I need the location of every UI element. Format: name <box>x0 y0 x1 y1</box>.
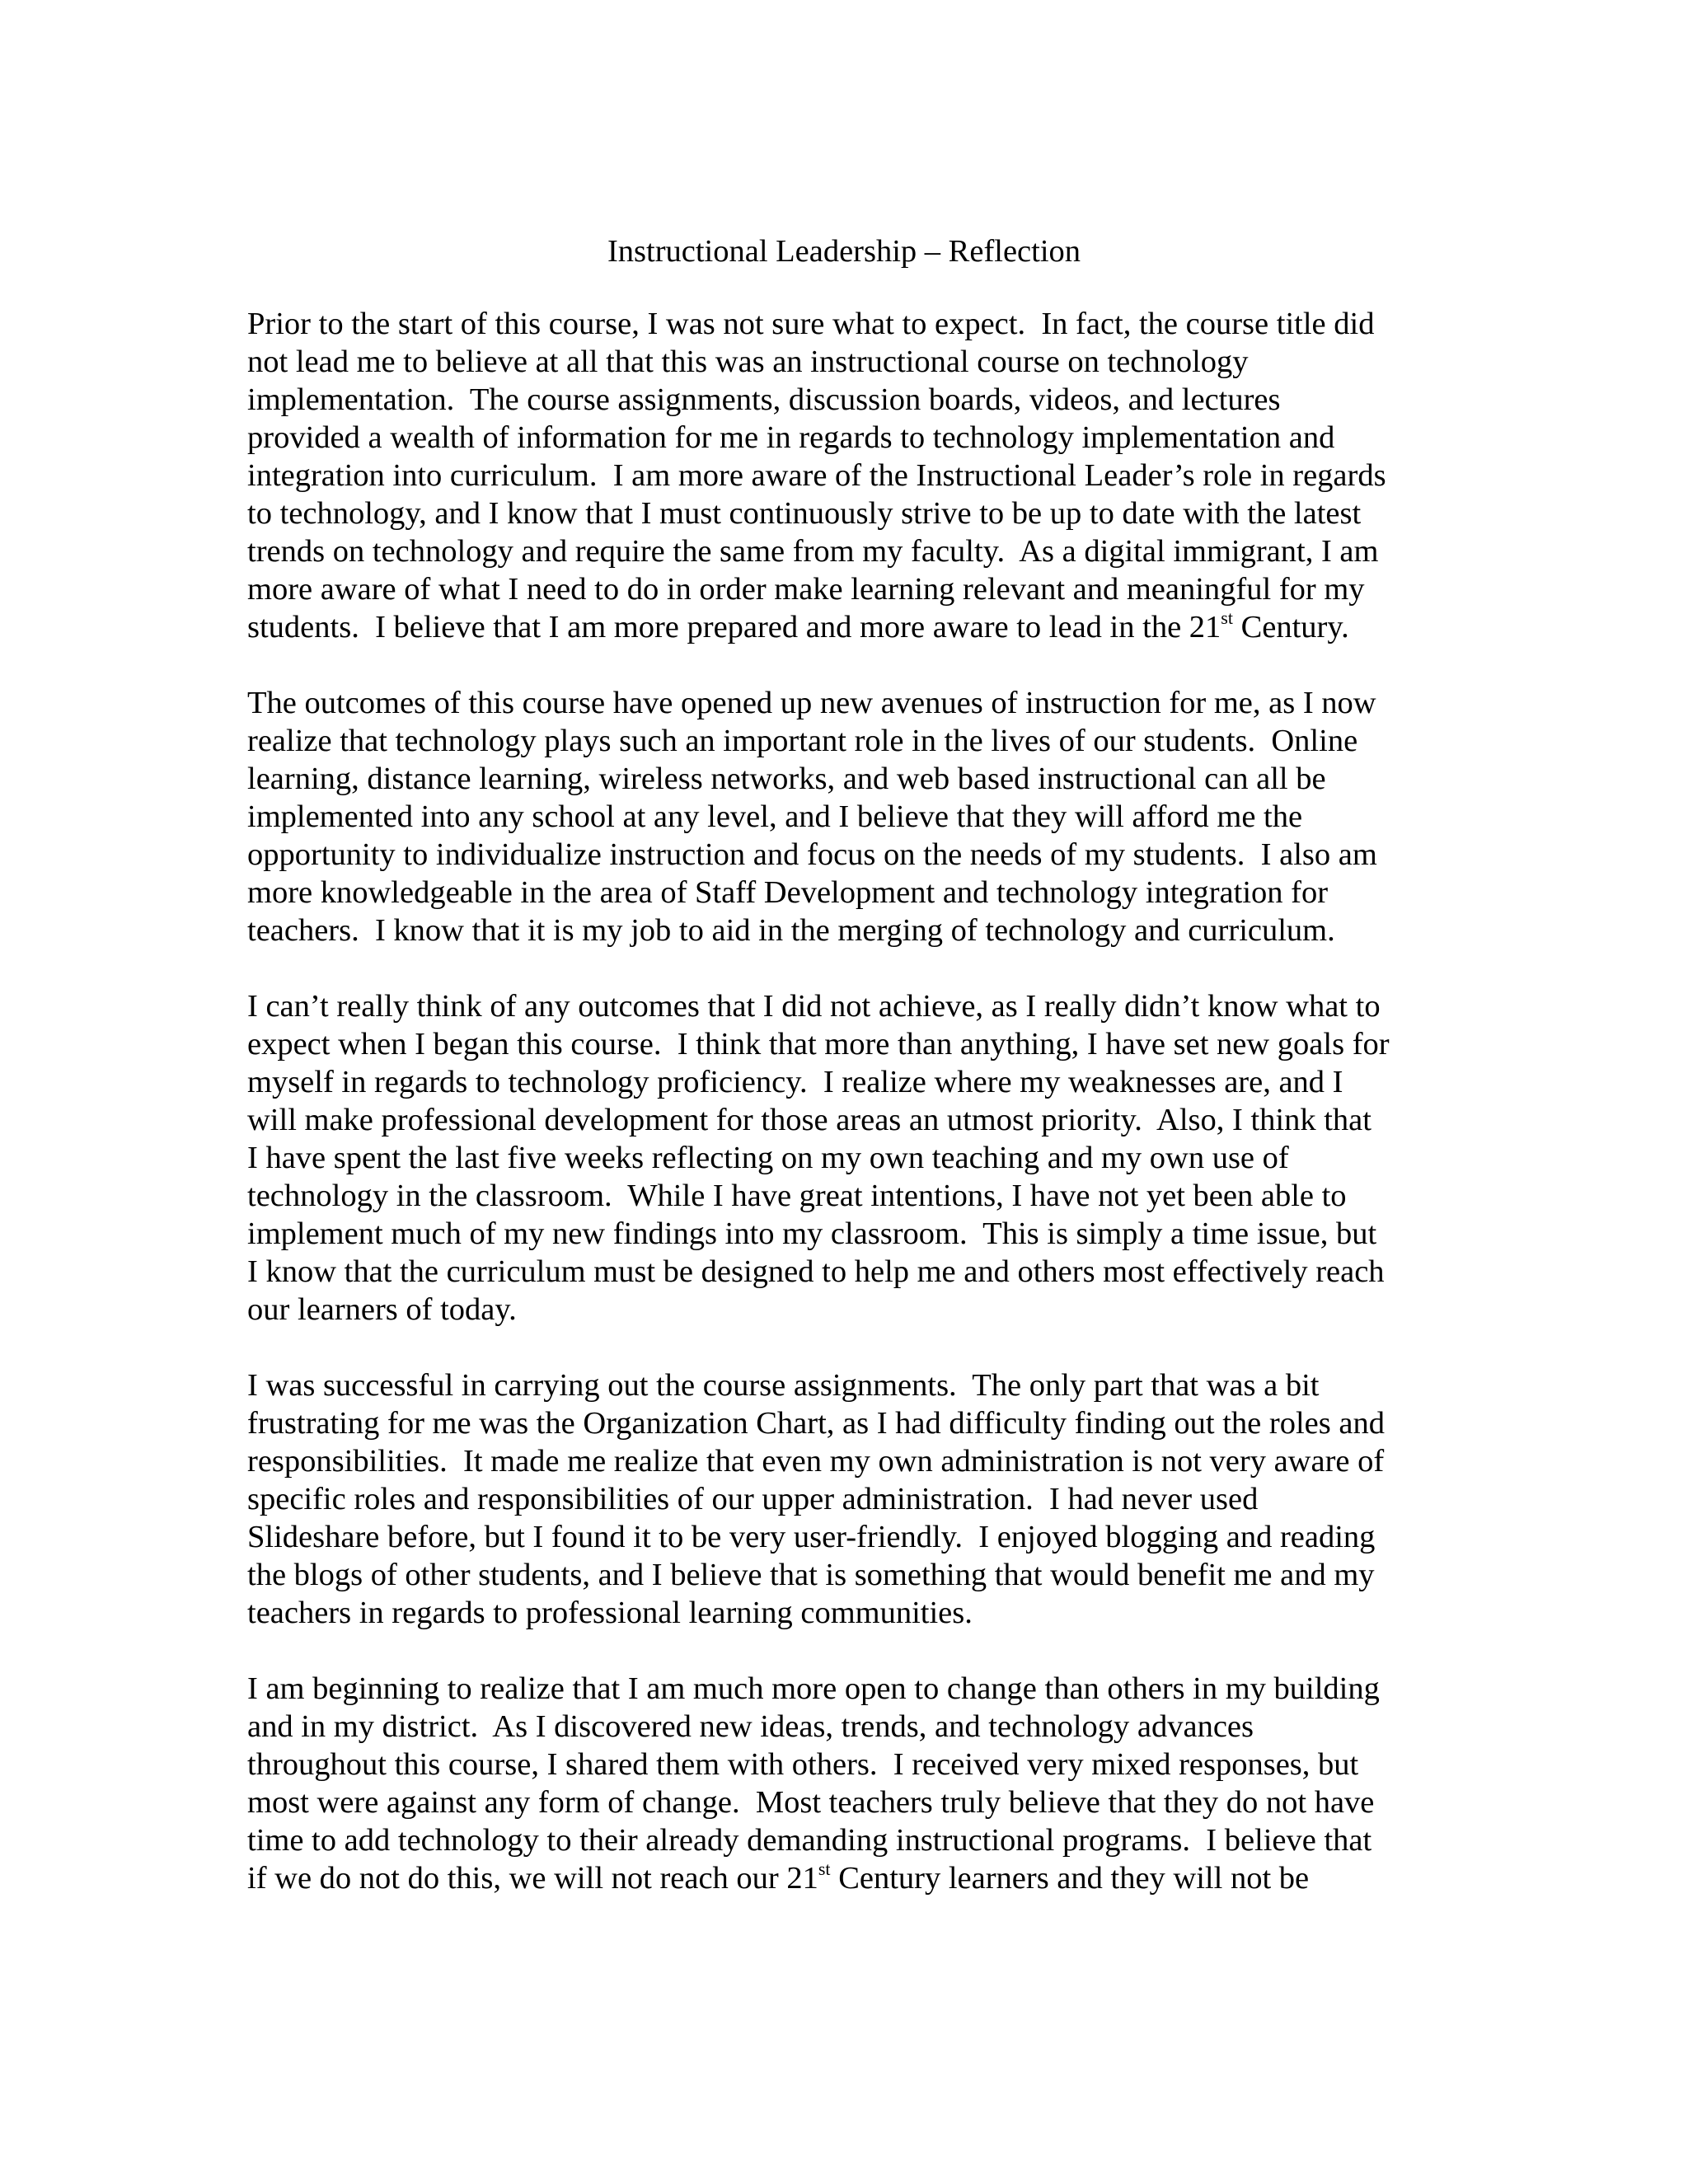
text-line: The outcomes of this course have opened up new avenues of instruction for me, as I now <box>247 686 1376 720</box>
text-line: throughout this course, I shared them with others. I received very mixed responses, but <box>247 1747 1359 1782</box>
text-line: Prior to the start of this course, I was not sure what to expect. In fact, the course title did <box>247 307 1375 341</box>
text-line: more aware of what I need to do in order make learning relevant and meaningful for my <box>247 572 1365 607</box>
text-line: learning, distance learning, wireless networks, and web based instructional can all be <box>247 762 1326 796</box>
text-line: our learners of today. <box>247 1292 517 1327</box>
text-line: teachers in regards to professional learning communities. <box>247 1596 973 1630</box>
text-line: teachers. I know that it is my job to aid in the merging of technology and curriculum. <box>247 913 1335 948</box>
text-line: and in my district. As I discovered new ideas, trends, and technology advances <box>247 1709 1254 1744</box>
text-line: I have spent the last five weeks reflecting on my own teaching and my own use of <box>247 1141 1289 1175</box>
text-line: time to add technology to their already demanding instructional programs. I believe that <box>247 1823 1372 1858</box>
text-line: will make professional development for those areas an utmost priority. Also, I think that <box>247 1103 1372 1137</box>
text-line: more knowledgeable in the area of Staff Development and technology integration for <box>247 875 1329 910</box>
text-line: provided a wealth of information for me in regards to technology implementation and <box>247 420 1335 455</box>
text-line: I know that the curriculum must be designed to help me and others most effectively reach <box>247 1254 1385 1289</box>
text-line: responsibilities. It made me realize that even my own administration is not very aware of <box>247 1444 1385 1479</box>
paragraph-4 <box>247 1366 1442 1632</box>
text-line: I was successful in carrying out the course assignments. The only part that was a bit <box>247 1368 1320 1403</box>
line-text-before: if we do not do this, we will not reach our 21 <box>247 1861 818 1896</box>
paragraph-3 <box>247 987 1442 1329</box>
text-line: implementation. The course assignments, discussion boards, videos, and lectures <box>247 382 1281 417</box>
text-line: not lead me to believe at all that this was an instructional course on technology <box>247 344 1249 379</box>
line-text-before: students. I believe that I am more prepared and more aware to lead in the 21 <box>247 610 1221 644</box>
paragraph-5 <box>247 1670 1442 1897</box>
document-body <box>247 305 1442 1935</box>
text-line: Slideshare before, but I found it to be very user-friendly. I enjoyed blogging and reading <box>247 1520 1376 1554</box>
paragraph-1 <box>247 305 1442 646</box>
text-line: trends on technology and require the same from my faculty. As a digital immigrant, I am <box>247 534 1379 569</box>
text-line: opportunity to individualize instruction and focus on the needs of my students. I also am <box>247 837 1377 872</box>
text-line: myself in regards to technology proficiency. I realize where my weaknesses are, and I <box>247 1065 1343 1099</box>
document-title: Instructional Leadership – Reflection <box>607 234 1081 269</box>
text-line: to technology, and I know that I must continuously strive to be up to date with the latest <box>247 496 1362 531</box>
text-line: implemented into any school at any level, and I believe that they will afford me the <box>247 799 1303 834</box>
text-line: most were against any form of change. Most teachers truly believe that they do not have <box>247 1785 1375 1820</box>
text-line: implement much of my new findings into my classroom. This is simply a time issue, but <box>247 1216 1377 1251</box>
text-line: expect when I began this course. I think that more than anything, I have set new goals for <box>247 1027 1390 1062</box>
line-text-after: Century. <box>1232 610 1349 644</box>
text-line: integration into curriculum. I am more aware of the Instructional Leader’s role in regards <box>247 458 1386 493</box>
text-line: I can’t really think of any outcomes that I did not achieve, as I really didn’t know what to <box>247 989 1381 1024</box>
ordinal-superscript: st <box>1221 607 1233 629</box>
paragraph-2 <box>247 684 1442 949</box>
text-line: I am beginning to realize that I am much more open to change than others in my building <box>247 1671 1380 1706</box>
ordinal-superscript: st <box>818 1858 831 1880</box>
text-line: frustrating for me was the Organization Chart, as I had difficulty finding out the roles and <box>247 1406 1385 1441</box>
line-text-after: Century learners and they will not be <box>830 1861 1310 1896</box>
text-line: the blogs of other students, and I believe that is something that would benefit me and my <box>247 1558 1375 1592</box>
text-line-with-superscript <box>247 1859 1442 1897</box>
text-line: realize that technology plays such an important role in the lives of our students. Online <box>247 724 1358 758</box>
text-line-with-superscript <box>247 608 1442 646</box>
text-line: technology in the classroom. While I have great intentions, I have not yet been able to <box>247 1179 1347 1213</box>
text-line: specific roles and responsibilities of our upper administration. I had never used <box>247 1482 1259 1516</box>
